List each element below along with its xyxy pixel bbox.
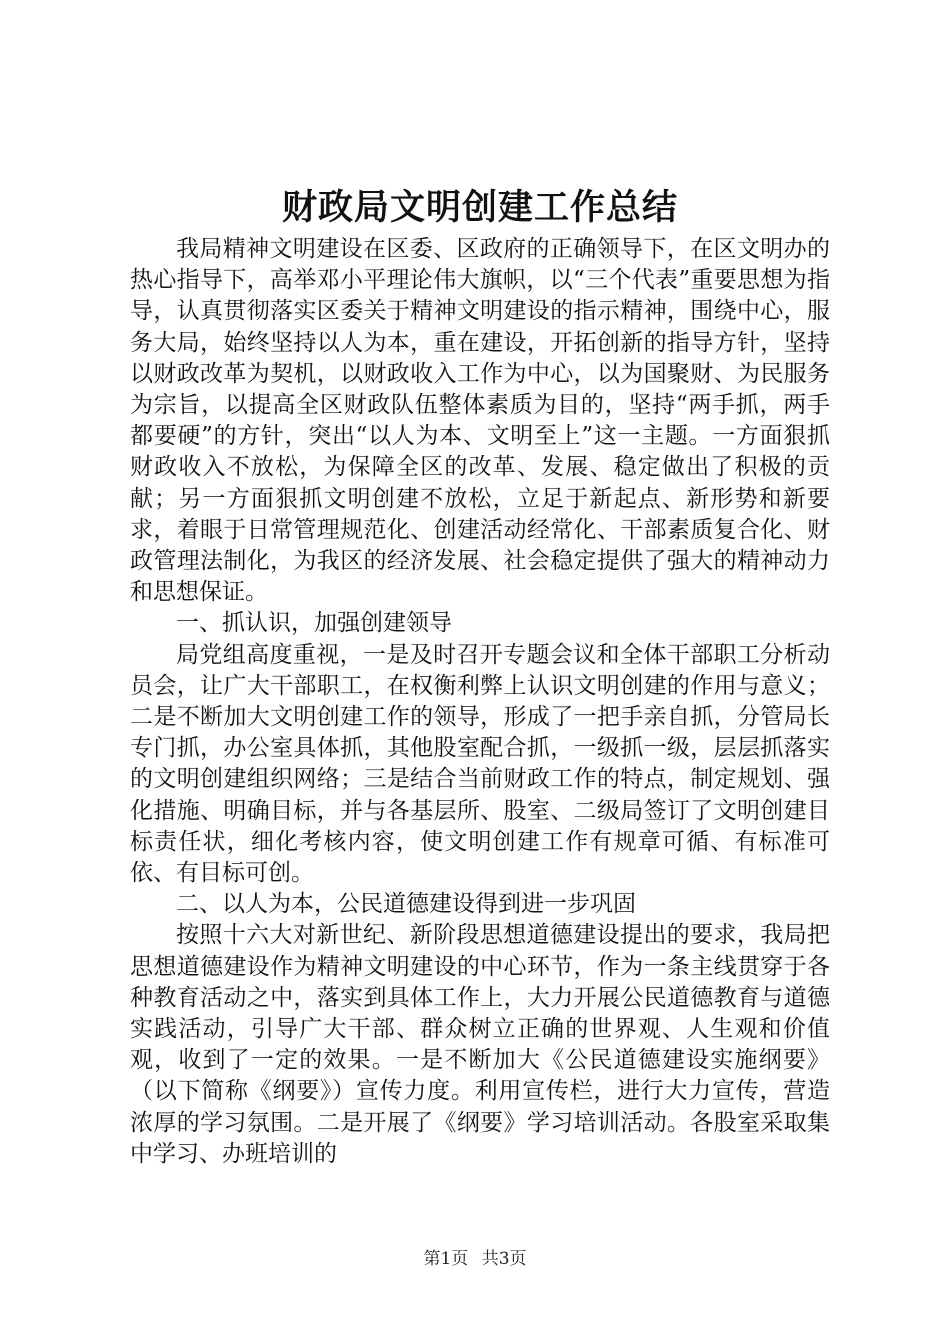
page-footer — [0, 1244, 950, 1269]
section-heading: 一、抓认识，加强创建领导 — [176, 610, 452, 637]
document-title: 财政局文明创建工作总结 — [281, 187, 678, 228]
body-paragraph: 局党组高度重视，一是及时召开专题会议和全体干部职工分析动员会，让广大干部职工，在权衡利弊上认识文明创建的作用与意义；二是不断加大文明创建工作的领导，形成了一把手亲自抓，分管局长专门抓，办公室具体抓，其他股室配合抓，一级抓一级，层层抓落实的文明创建组织网络；三是结合当前财政工作的特点，制定规划、强化措施、明确目标，并与各基层所、股室、二级局签订了文明创建目标责任状，细化考核内容，使文明创建工作有规章可循、有标准可依、有目标可创。 — [130, 641, 830, 887]
document-page — [130, 182, 830, 1170]
body-paragraph: 我局精神文明建设在区委、区政府的正确领导下，在区文明办的热心指导下，高举邓小平理论伟大旗帜，以“三个代表”重要思想为指导，认真贯彻落实区委关于精神文明建设的指示精神，围绕中心，服务大局，始终坚持以人为本，重在建设，开拓创新的指导方针，坚持以财政改革为契机，以财政收入工作为中心，以为国聚财、为民服务为宗旨，以提高全区财政队伍整体素质为目的，坚持“两手抓，两手都要硬”的方针，突出“以人为本、文明至上”这一主题。一方面狠抓财政收入不放松，为保障全区的改革、发展、稳定做出了积极的贡献；另一方面狠抓文明创建不放松，立足于新起点、新形势和新要求，着眼于日常管理规范化、创建活动经常化、干部素质复合化、财政管理法制化，为我区的经济发展、社会稳定提供了强大的精神动力和思想保证。 — [130, 236, 830, 606]
body-paragraph: 按照十六大对新世纪、新阶段思想道德建设提出的要求，我局把思想道德建设作为精神文明建设的中心环节，作为一条主线贯穿于各种教育活动之中，落实到具体工作上，大力开展公民道德教育与道德实践活动，引导广大干部、群众树立正确的世界观、人生观和价值观，收到了一定的效果。一是不断加大《公民道德建设实施纲要》（以下简称《纲要》）宣传力度。利用宣传栏，进行大力宣传，营造浓厚的学习氛围。二是开展了《纲要》学习培训活动。各股室采取集中学习、办班培训的 — [130, 922, 830, 1167]
page-total: 共3页 — [481, 1249, 527, 1269]
section-heading: 二、以人为本，公民道德建设得到进一步巩固 — [176, 891, 636, 918]
page-number: 第1页 — [423, 1249, 469, 1269]
